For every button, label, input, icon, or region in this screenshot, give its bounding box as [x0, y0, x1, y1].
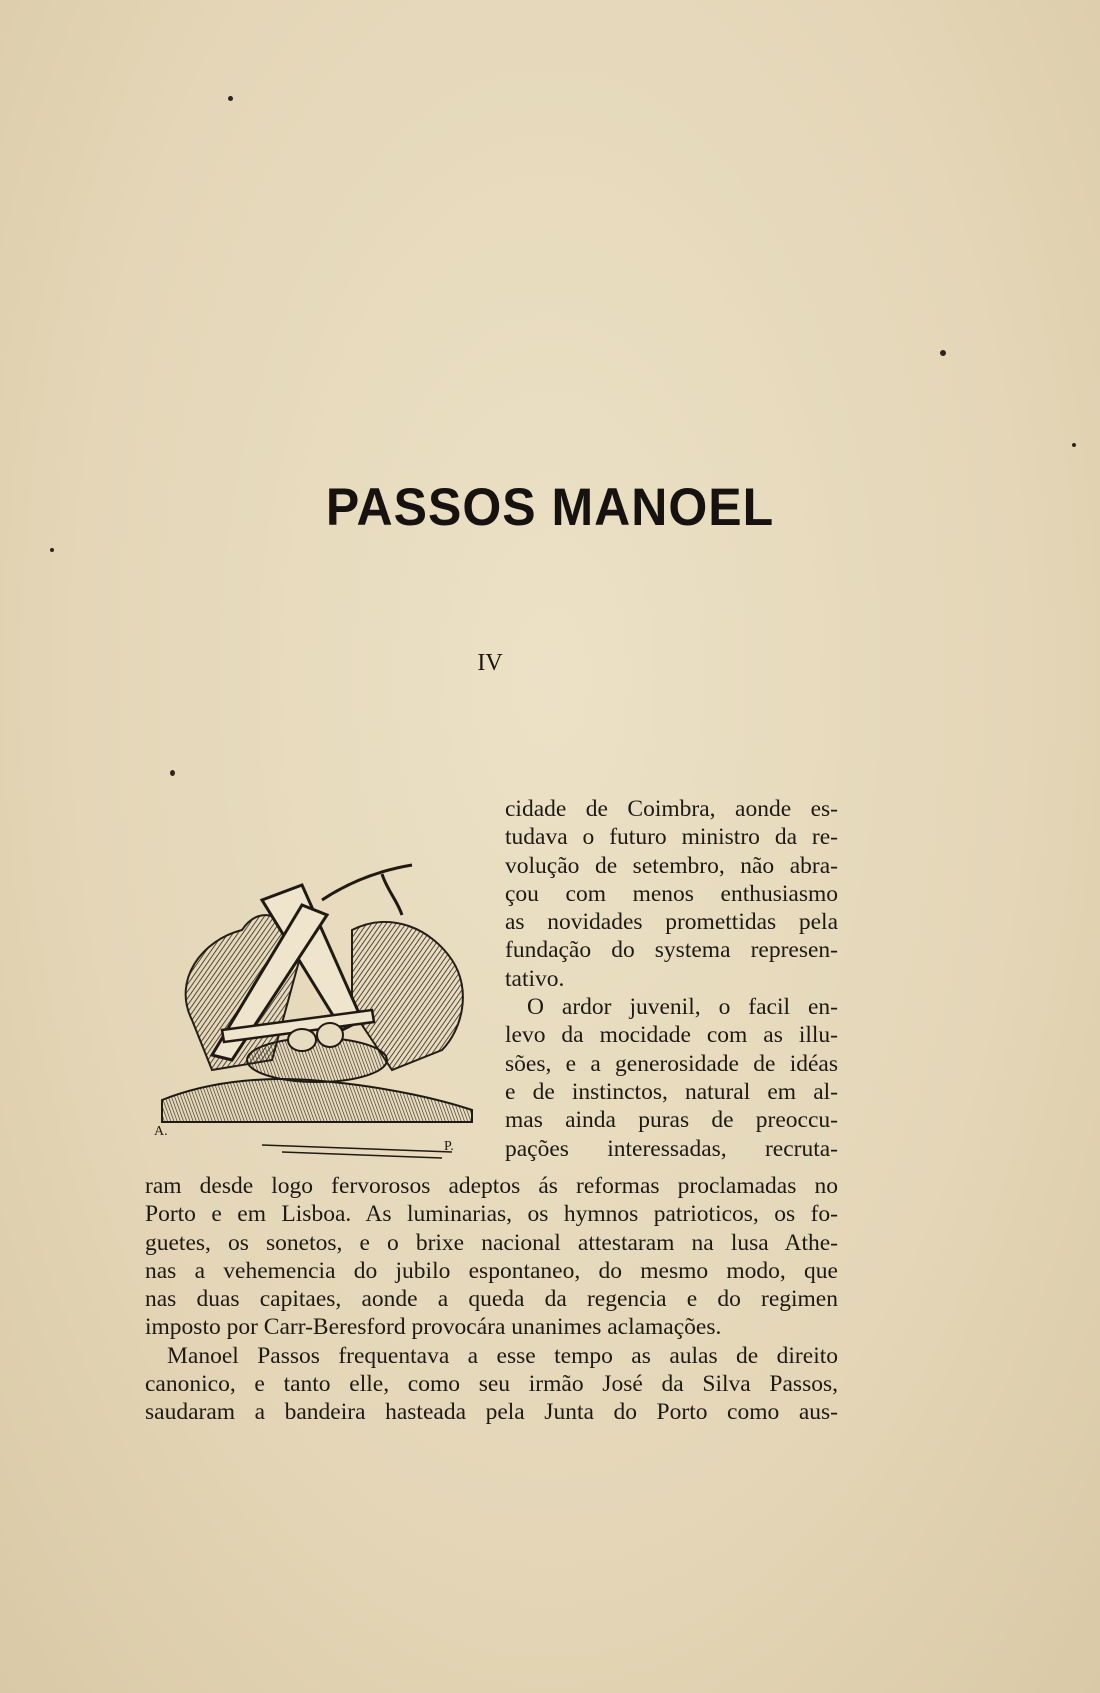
paper-speck — [1072, 443, 1076, 447]
text-line: ram desde logo fervorosos adeptos ás reformas proclamadas no — [145, 1173, 838, 1199]
text-line: levo da mocidade com as illu- — [505, 1022, 838, 1049]
text-line: mas ainda puras de preoccu- — [505, 1107, 838, 1134]
text-line: O ardor juvenil, o facil en- — [527, 994, 838, 1021]
text-line: guetes, os sonetos, e o brixe nacional attestaram na lusa Athe- — [145, 1229, 838, 1256]
ground — [162, 1079, 472, 1122]
engraver-mark-p: P. — [444, 1139, 454, 1154]
wrapped-text-column — [505, 795, 838, 1163]
text-line: e de instinctos, natural em al- — [505, 1078, 838, 1105]
chapter-number: IV — [477, 650, 503, 676]
text-line: sões, e a generosidade de idéas — [505, 1050, 838, 1077]
page-title: PASSOS MANOEL — [325, 477, 775, 537]
text-line: as novidades promettidas pela — [505, 909, 838, 936]
text-line: çou com menos enthusiasmo — [505, 880, 838, 907]
body-text — [145, 1172, 838, 1427]
branch-twig — [322, 865, 412, 915]
text-line: fundação do systema represen- — [505, 937, 838, 964]
engraver-mark-a: A. — [154, 1124, 168, 1139]
text-line: canonico, e tanto elle, como seu irmão José da Silva Passos, — [145, 1371, 838, 1398]
ground-lines — [262, 1145, 452, 1158]
paper-speck — [170, 770, 175, 776]
bird-left — [288, 1029, 316, 1051]
paper-speck — [940, 350, 946, 356]
text-line: pações interessadas, recruta- — [505, 1135, 838, 1162]
bird-right — [317, 1023, 343, 1047]
text-line: saudaram a bandeira hasteada pela Junta do Porto como aus- — [145, 1399, 838, 1426]
paper-speck — [50, 548, 54, 552]
text-line: nas a vehemencia do jubilo espontaneo, do mesmo modo, que — [145, 1257, 838, 1284]
text-line: imposto por Carr-Beresford provocára unanimes aclamações. — [145, 1314, 722, 1341]
text-line: tativo. — [505, 965, 565, 992]
engraving-illustration — [152, 860, 492, 1160]
text-line: nas duas capitaes, aonde a queda da regencia e do regimen — [145, 1286, 838, 1313]
text-line: volução de setembro, não abra- — [505, 852, 838, 879]
text-line: Manoel Passos frequentava a esse tempo as aulas de direito — [167, 1342, 838, 1369]
text-line: tudava o futuro ministro da re- — [505, 824, 838, 851]
text-line: Porto e em Lisboa. As luminarias, os hymnos patrioticos, os fo- — [145, 1201, 838, 1228]
paper-speck — [228, 96, 233, 101]
text-line: cidade de Coimbra, aonde es- — [505, 796, 838, 822]
nest — [247, 1038, 387, 1082]
